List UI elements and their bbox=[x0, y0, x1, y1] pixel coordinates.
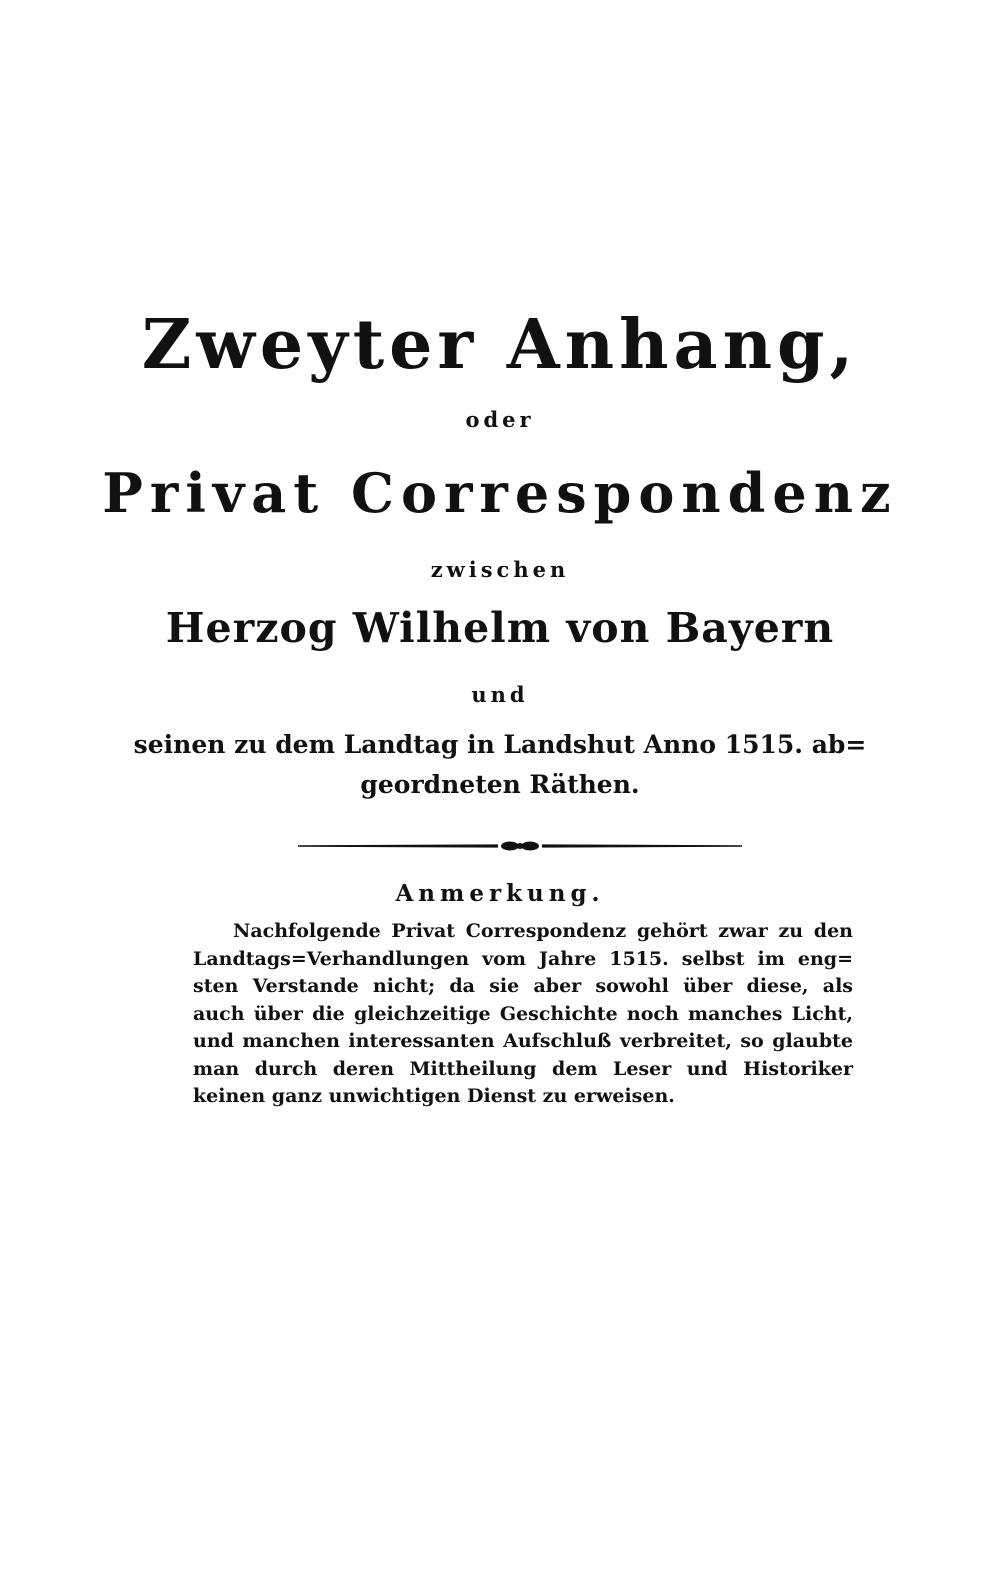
note-line: und manchen interessanten Aufschluß verbreitet, so glaubte bbox=[193, 1030, 853, 1052]
correspondent-names: Herzog Wilhelm von Bayern bbox=[165, 604, 835, 652]
description-line-1: seinen zu dem Landtag in Landshut Anno 1515. ab= bbox=[133, 730, 867, 759]
note-line: Nachfolgende Privat Correspondenz gehört zwar zu den bbox=[233, 920, 853, 942]
note-line: auch über die gleichzeitige Geschichte noch manches Licht, bbox=[193, 1002, 853, 1025]
connector-und: und bbox=[471, 682, 529, 707]
page-subtitle: Privat Correspondenz bbox=[102, 461, 898, 525]
connector-zwischen: zwischen bbox=[430, 557, 570, 582]
page-title: Zweyter Anhang, bbox=[141, 305, 859, 385]
note-body bbox=[193, 918, 853, 1111]
note-heading: Anmerkung. bbox=[395, 880, 605, 907]
note-line: sten Verstande nicht; da sie aber sowohl über diese, als bbox=[193, 975, 853, 997]
note-line: keinen ganz unwichtigen Dienst zu erweisen. bbox=[193, 1085, 675, 1107]
note-line: Landtags=Verhandlungen vom Jahre 1515. selbst im eng= bbox=[193, 947, 853, 970]
connector-oder: oder bbox=[465, 407, 535, 432]
ornamental-rule bbox=[298, 838, 742, 854]
note-line: man durch deren Mittheilung dem Leser und Historiker bbox=[193, 1057, 853, 1080]
description-line-2: geordneten Räthen. bbox=[360, 770, 640, 799]
